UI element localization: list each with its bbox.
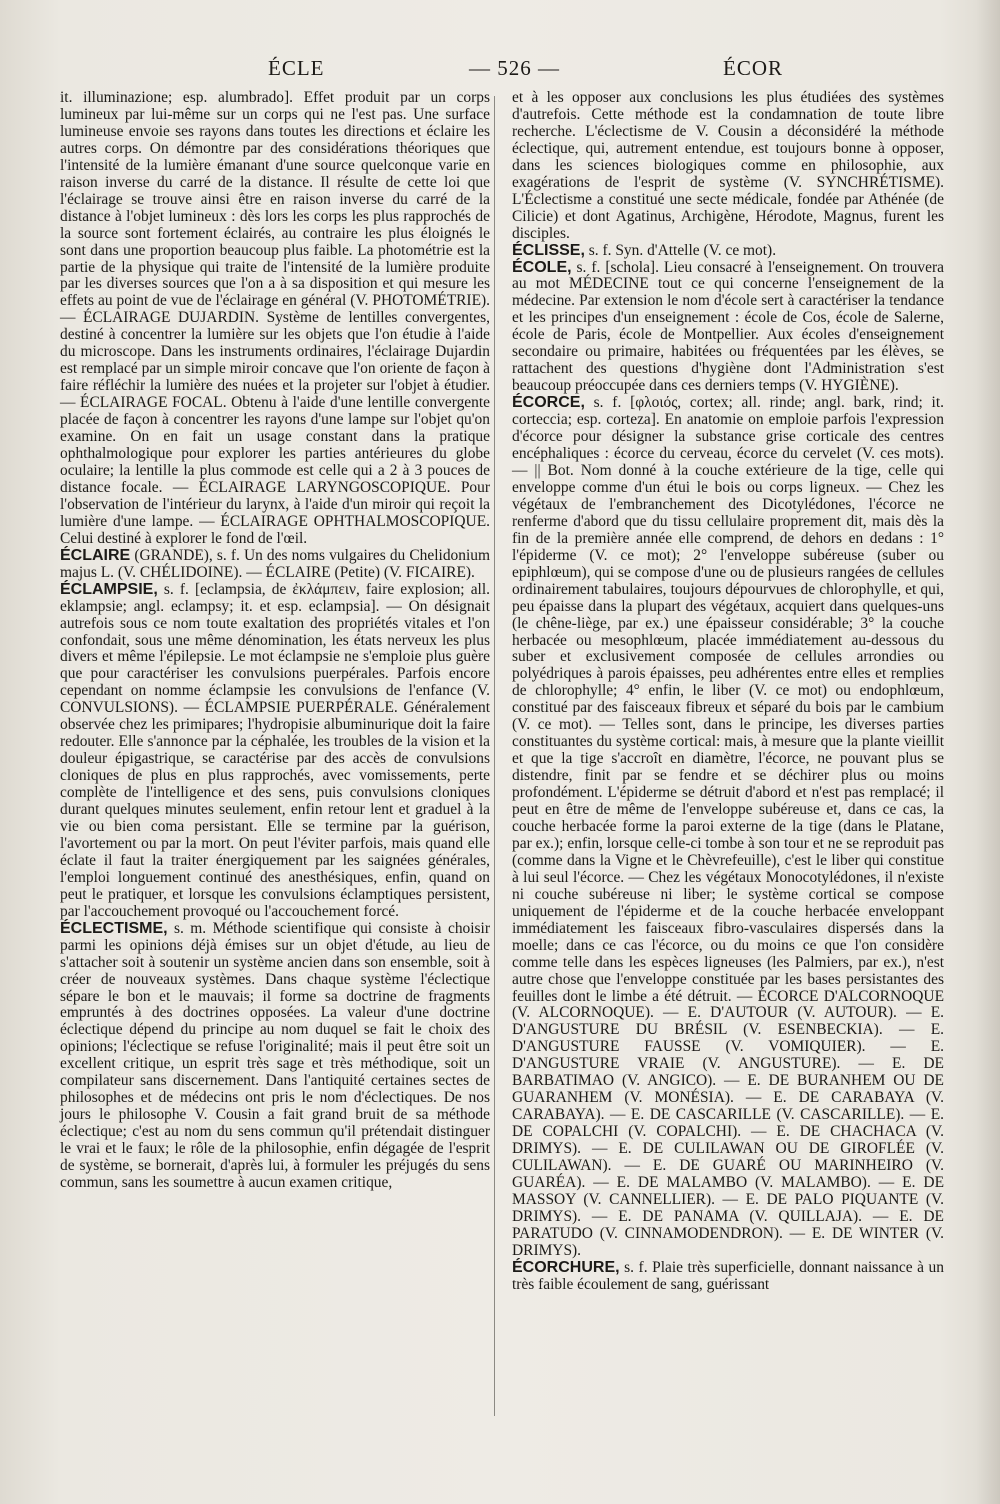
headword-ecole: ÉCOLE, <box>512 258 572 276</box>
right-column <box>512 90 944 1294</box>
header-last-word: ÉCOR <box>723 56 784 80</box>
column-divider <box>494 96 495 1416</box>
entry-eclaire-body: (GRANDE), s. f. Un des noms vulgaires du Chelidonium majus L. (V. CHÉLIDOINE). — ÉCLAIRE (Petite) (V. FICAIRE). <box>60 546 490 581</box>
page-edge-shadow <box>976 0 1000 1504</box>
headword-ecorce: ÉCORCE, <box>512 394 585 412</box>
headword-eclaire: ÉCLAIRE <box>60 546 131 564</box>
entry-ecorce <box>512 395 944 1260</box>
entry-ecorchure-body: s. f. Plaie très superficielle, donnant naissance à un très faible écoulement de sang, guérissant <box>512 1258 944 1293</box>
entry-eclairage-continued: it. illuminazione; esp. alumbrado]. Effet produit par un corps lumineux par lui-même sur un corps qui ne l'est pas. Une surface lumineuse envoie ses rayons dans toutes les directions et éclaire les autres corps. On démontre par des considérations théoriques que l'intensité de la lumière émanant d'une source quelconque varie en raison inverse du carré de la distance. Il résulte de cette loi que l'éclairage se trouve ainsi être en raison inverse du carré de la distance à l'objet lumineux : dès lors les corps les plus rapprochés de la source sont fortement éclairés, au contraire les plus éloignés le sont dans une proportion beaucoup plus faible. La photométrie est la partie de la physique qui traite de l'intensité de la lumière produite par les diverses sources que l'on a à sa disposition et qui mesure les effets au point de vue de l'éclairage en général (V. PHOTOMÉTRIE). — ÉCLAIRAGE DUJARDIN. Système de lentilles convergentes, destiné à concentrer la lumière sur les objets que l'on étudie à l'aide du microscope. Dans les instruments ordinaires, l'éclairage Dujardin est remplacé par un simple miroir concave que l'on oriente de façon à faire réfléchir la lumière des nuées et la projeter sur l'objet à étudier. — ÉCLAIRAGE FOCAL. Obtenu à l'aide d'une lentille convergente placée de façon à concentrer les rayons d'une lampe sur l'objet qu'on examine. On en fait un usage constant dans la pratique ophthalmologique pour explorer les parties antérieures du globe oculaire; la lentille la plus commode est celle qui a 2 à 3 pouces de distance focale. — ÉCLAIRAGE LARYNGOSCOPIQUE. Pour l'observation de l'intérieur du larynx, à l'aide d'un miroir qui reçoit la lumière d'une lampe. — ÉCLAIRAGE OPHTHALMOSCOPIQUE. Celui destiné à explorer le fond de l'œil. <box>60 89 490 547</box>
header-first-word: ÉCLE <box>268 56 325 80</box>
entry-eclectisme-body: s. m. Méthode scientifique qui consiste à choisir parmi les opinions déjà émises sur un objet d'étude, au lieu de s'attacher soit à soutenir un système ancien dans son ensemble, soit à créer de nouveaux systèmes. Dans chaque système l'éclectique sépare le bon et le mauvais; il forme sa doctrine de fragments empruntés à des doctrines opposées. La valeur d'une doctrine éclectique dépend du principe au nom duquel se fait le choix des opinions; l'éclectique se refuse l'originalité; mais il peut être soit un excellent critique, un esprit très sage et très méthodique, soit un compilateur sans discernement. Dans l'antiquité certaines sectes de philosophes et de médecins ont pris le nom d'éclectiques. De nos jours le philosophe V. Cousin a fait grand bruit de sa méthode éclectique; c'est au nom du sens commun qu'il prétendait distinguer le vrai et le faux; le rôle de la philosophie, enfin dégagée de l'esprit de système, se bornerait, d'après lui, à formuler les préjugés du sens commun, sans les soumettre à aucun examen critique, <box>60 919 490 1191</box>
headword-eclisse: ÉCLISSE, <box>512 241 585 259</box>
entry-eclaire <box>60 548 490 582</box>
entry-ecole <box>512 260 944 396</box>
entry-eclampsie <box>60 582 490 921</box>
page-number: — 526 — <box>469 56 560 80</box>
entry-ecole-body: s. f. [schola]. Lieu consacré à l'enseignement. On trouvera au mot MÉDECINE tout ce qui concerne l'enseignement de la médecine. Par extension le nom d'école sert à caractériser la tendance et les principes d'un enseignement : école de Cos, école de Salerne, école de Paris, école de Montpellier. Aux écoles d'enseignement secondaire ou primaire, habitées ou fréquentées par les élèves, se rattachent des questions d'hygiène dont l'Administration s'est beaucoup préoccupée dans ces derniers temps (V. HYGIÈNE). <box>512 258 944 395</box>
entry-ecorce-body: s. f. [φλοιός, cortex; all. rinde; angl. bark, rind; it. corteccia; esp. corteza]. En anatomie on emploie parfois l'expression d'écorce pour désigner la substance grise corticale des centres encéphaliques : écorce du cerveau, écorce du cervelet (V. ces mots). — || Bot. Nom donné à la couche extérieure de la tige, celle qui enveloppe comme d'un étui le bois ou corps ligneux. — Chez les végétaux de l'embranchement des Dicotylédones, l'écorce ne renferme d'abord que du tissu cellulaire proprement dit, mais dès la fin de la première année elle comprend, de dehors en dedans : 1° l'épiderme (V. ce mot); 2° l'enveloppe subéreuse (suber ou epiphlœum), qui se compose d'une ou de plusieurs rangées de cellules ordinairement tabulaires, toujours dépourvues de chlorophylle, et qui, peu épaisse dans la plupart des végétaux, acquiert dans quelques-uns (le chêne-liège, par ex.) une épaisseur considérable; 3° la couche herbacée ou mesophlœum, placée immédiatement au-dessous du suber et exclusivement composée de cellules arrondies ou polyédriques à parois épaisses, peu adhérentes entre elles et remplies de chlorophylle; 4° enfin, le liber (V. ce mot) ou endophlœum, constitué par des faisceaux fibreux et séparé du bois par le cambium (V. ce mot). — Telles sont, dans le principe, les diverses parties constituantes du système cortical: mais, à mesure que la plante vieillit et que la tige s'accroît en diamètre, l'écorce, ne pouvant plus se distendre, finit par se fendre et se déchirer plus ou moins profondément. L'épiderme se détruit d'abord et n'est pas remplacé; il peut en être de même de l'enveloppe subéreuse et, dans ce cas, la couche herbacée forme la paroi externe de la tige (dans le Platane, par ex.); enfin, lorsque celle-ci tombe à son tour et ne se reproduit pas (comme dans la Vigne et le Chèvrefeuille), c'est le liber qui constitue à lui seul l'écorce. — Chez les végétaux Monocotylédones, il n'existe ni couche subéreuse ni liber; le système cortical se compose uniquement de l'épiderme et de la couche herbacée enveloppant immédiatement les faisceaux fibro-vasculaires dispersés dans la moelle; dans ce cas l'écorce, ou du moins ce que l'on considère comme telle dans les espèces ligneuses (les Palmiers, par ex.), n'est autre chose que l'enveloppe constituée par les bases persistantes des feuilles dont le limbe a été détruit. — ÉCORCE D'ALCORNOQUE (V. ALCORNOQUE). — E. D'AUTOUR (V. AUTOUR). — E. D'ANGUSTURE DU BRÉSIL (V. ESENBECKIA). — E. D'ANGUSTURE FAUSSE (V. VOMIQUIER). — E. D'ANGUSTURE VRAIE (V. ANGUSTURE). — E. DE BARBATIMAO (V. ANGICO). — E. DE BURANHEM OU DE GUARANHEM (V. MONÉSIA). — E. DE CARABAYA (V. CARABAYA). — E. DE CASCARILLE (V. CASCARILLE). — E. DE COPALCHI (V. COPALCHI). — E. DE CHACHACA (V. DRIMYS). — E. DE CULILAWAN OU DE GIROFLÉE (V. CULILAWAN). — E. DE GUARÉ OU MARINHEIRO (V. GUARÉA). — E. DE MALAMBO (V. MALAMBO). — E. DE MASSOY (V. CANNELLIER). — E. DE PALO PIQUANTE (V. DRIMYS). — E. DE PANAMA (V. QUILLAJA). — E. DE PARATUDO (V. CINNAMODENDRON). — E. DE WINTER (V. DRIMYS). <box>512 394 944 1259</box>
left-column <box>60 90 490 1192</box>
headword-eclampsie: ÉCLAMPSIE, <box>60 580 158 598</box>
entry-ecorchure <box>512 1260 944 1294</box>
entry-eclectisme-continued: et à les opposer aux conclusions les plus étudiées des systèmes d'autrefois. Cette méthode est la condamnation de toute libre recherche. L'éclectisme de V. Cousin a déconsidéré la méthode éclectique, qui, autrement entendue, est toujours bonne à opposer, dans les sciences biologiques comme en philosophie, aux exagérations de l'esprit de système (V. SYNCHRÉTISME). L'Éclectisme a constitué une secte médicale, fondée par Athénée (de Cilicie) et dont Agatinus, Archigène, Hérodote, Magnus, furent les disciples. <box>512 89 944 242</box>
entry-eclisse-body: s. f. Syn. d'Attelle (V. ce mot). <box>584 241 777 259</box>
entry-eclectisme <box>60 921 490 1192</box>
headword-eclectisme: ÉCLECTISME, <box>60 919 168 937</box>
headword-ecorchure: ÉCORCHURE, <box>512 1258 620 1276</box>
entry-eclisse <box>512 243 944 260</box>
entry-eclampsie-body: s. f. [eclampsia, de ἐκλάμπειν, faire explosion; all. eklampsie; angl. eclampsy; it. et esp. eclampsia]. — On désignait autrefois sous ce nom toute exaltation des propriétés vitales et l'on confondait, sous une même dénomination, les états nerveux les plus divers et même l'épilepsie. Le mot éclampsie ne s'emploie plus guère que pour caractériser les convulsions puerpérales. Parfois encore cependant on nomme éclampsie les convulsions de l'enfance (V. CONVULSIONS). — ÉCLAMPSIE PUERPÉRALE. Généralement observée chez les primipares; l'hydropisie albuminurique doit la faire redouter. Elle s'annonce par la céphalée, les troubles de la vision et la douleur épigastrique, se caractérise par des accès de convulsions cloniques de plus en plus rapprochés, avec vomissements, perte complète de l'intelligence et des sens, puis convulsions cloniques durant quelques minutes seulement, enfin retour lent et graduel à la vie ou bien coma persistant. Elle se termine par la guérison, l'avortement ou par la mort. On peut l'éviter parfois, mais quand elle éclate il faut la traiter énergiquement par les saignées générales, l'emploi longuement continué des anesthésiques, enfin, quand on peut le pratiquer, et lorsque les convulsions éclamptiques persistent, par l'accouchement provoqué ou l'accouchement forcé. <box>60 580 490 920</box>
